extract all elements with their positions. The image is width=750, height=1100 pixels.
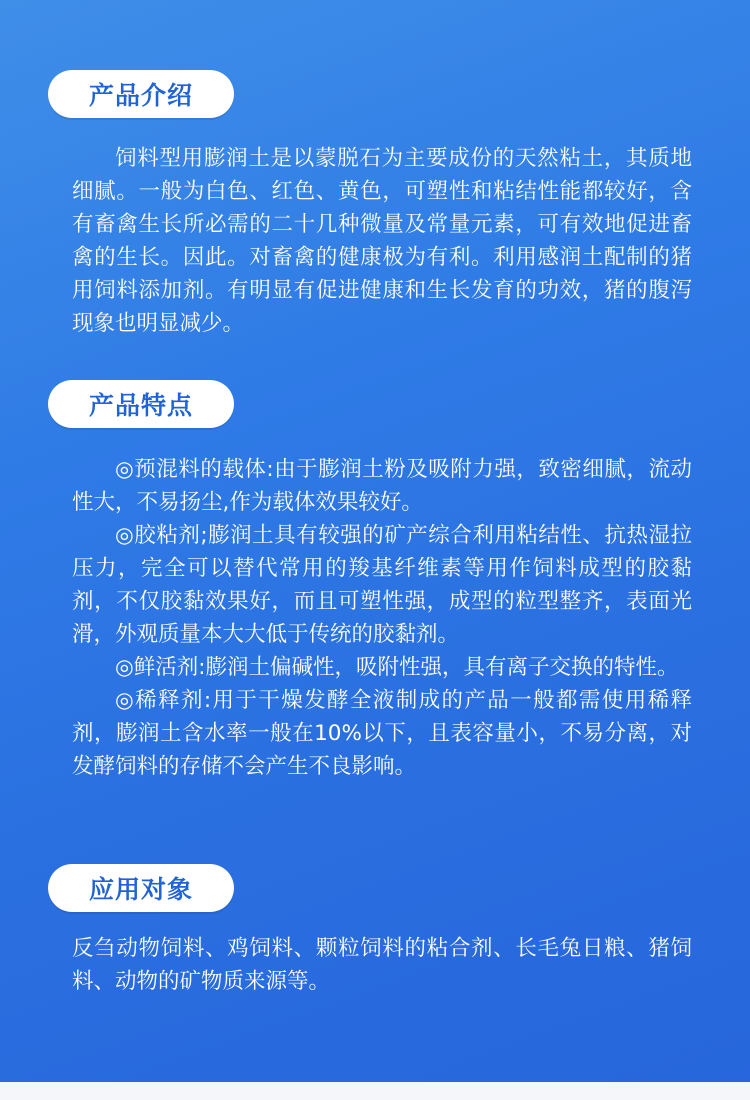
- product-features-body: [72, 453, 692, 783]
- feature-paragraph-binder: ◎胶粘剂;膨润土具有较强的矿产综合利用粘结性、抗热湿拉压力，完全可以替代常用的羧基纤维素等用作饲料成型的胶黏剂，不仅胶黏效果好，而且可塑性强，成型的粒型整齐，表面光滑，外观质量本大大低于传统的胶黏剂。: [72, 523, 692, 647]
- section-title-product-features: [48, 380, 234, 428]
- section-title-product-intro: [48, 70, 234, 118]
- section-title-text: 应用对象: [88, 875, 193, 904]
- section-title-text: 产品特点: [88, 391, 193, 420]
- section-title-text: 产品介绍: [88, 81, 193, 110]
- product-intro-body: [72, 142, 692, 340]
- section-title-applications: [48, 864, 234, 912]
- product-intro-paragraph: 饲料型用膨润土是以蒙脱石为主要成份的天然粘土，其质地细腻。一般为白色、红色、黄色，可塑性和粘结性能都较好，含有畜禽生长所必需的二十几种微量及常量元素，可有效地促进畜禽的生长。因此。对畜禽的健康极为有利。利用感润土配制的猪用饲料添加剂。有明显有促进健康和生长发育的功效，猪的腹泻现象也明显减少。: [72, 146, 692, 336]
- applications-body: [72, 932, 692, 998]
- feature-paragraph-diluent: ◎稀释剂:用于干燥发酵全液制成的产品一般都需使用稀释剂，膨润土含水率一般在10%以下，且表容量小，不易分离，对发酵饲料的存储不会产生不良影响。: [72, 688, 692, 779]
- feature-paragraph-carrier: ◎预混料的载体:由于膨润土粉及吸附力强，致密细腻，流动性大，不易扬尘,作为载体效果较好。: [72, 457, 692, 515]
- applications-paragraph: 反刍动物饲料、鸡饲料、颗粒饲料的粘合剂、长毛兔日粮、猪饲料、动物的矿物质来源等。: [72, 936, 692, 994]
- feature-paragraph-freshener: ◎鲜活剂:膨润土偏碱性，吸附性强，具有离子交换的特性。: [115, 655, 679, 680]
- bottom-divider-band: [0, 1082, 750, 1100]
